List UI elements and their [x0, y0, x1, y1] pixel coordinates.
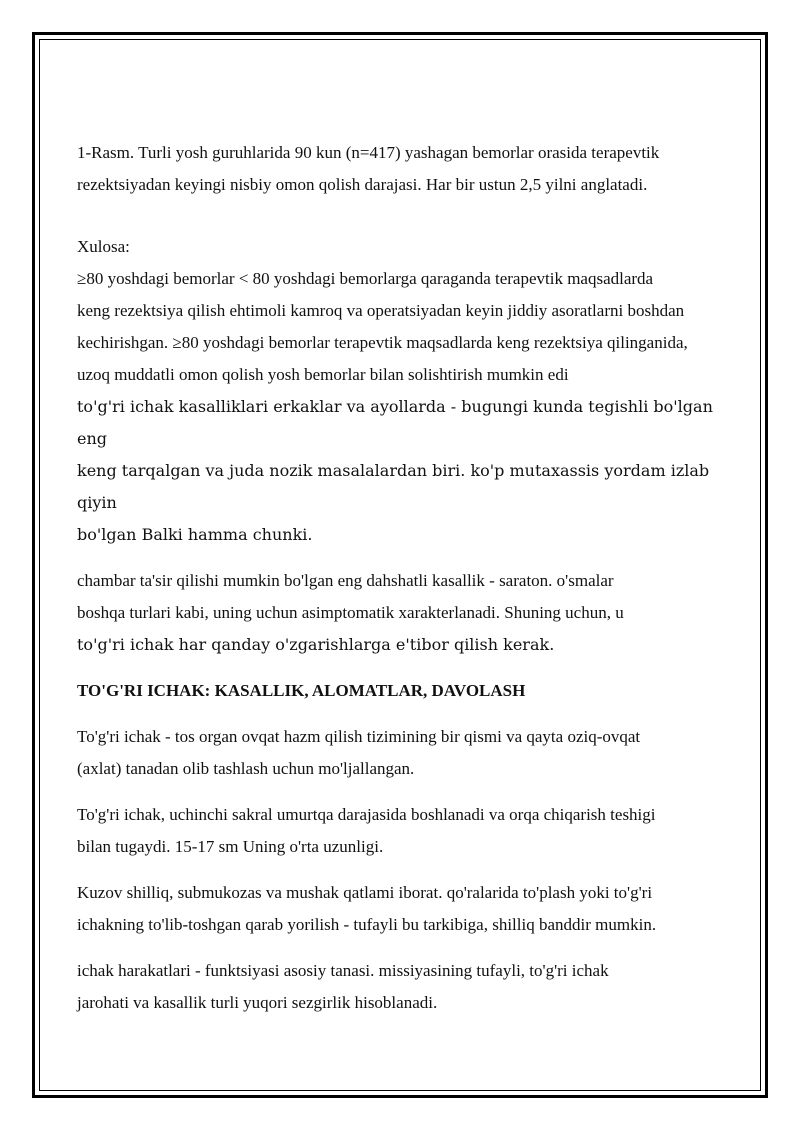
conclusion-line: kechirishgan. ≥80 yoshdagi bemorlar terapevtik maqsadlarda keng rezektsiya qilinganida, — [77, 333, 688, 352]
conclusion-section — [77, 231, 727, 551]
paragraph-line: To'g'ri ichak, uchinchi sakral umurtqa darajasida boshlanadi va orqa chiqarish teshigi — [77, 805, 656, 824]
paragraph-line: to'g'ri ichak har qanday o'zgarishlarga e'tibor qilish kerak. — [77, 635, 555, 654]
conclusion-title: Xulosa: — [77, 237, 130, 256]
paragraph-line: jarohati va kasallik turli yuqori sezgirlik hisoblanadi. — [77, 993, 438, 1012]
paragraph-line: chambar ta'sir qilishi mumkin bo'lgan eng dahshatli kasallik - saraton. o'smalar — [77, 571, 614, 590]
caption-line: 1-Rasm. Turli yosh guruhlarida 90 kun (n=417) yashagan bemorlar orasida terapevtik — [77, 143, 660, 162]
paragraph-4 — [77, 955, 727, 1019]
paragraph-3 — [77, 877, 727, 941]
cancer-paragraph — [77, 565, 727, 661]
figure-caption — [77, 137, 727, 201]
caption-line: rezektsiyadan keyingi nisbiy omon qolish darajasi. Har bir ustun 2,5 yilni anglatadi. — [77, 175, 648, 194]
paragraph-1 — [77, 721, 727, 785]
document-body — [77, 137, 727, 1019]
conclusion-line: bo'lgan Balki hamma chunki. — [77, 525, 313, 544]
paragraph-line: ichak harakatlari - funktsiyasi asosiy tanasi. missiyasining tufayli, to'g'ri ichak — [77, 961, 609, 980]
conclusion-line: keng tarqalgan va juda nozik masalalardan biri. ko'p mutaxassis yordam izlab qiyin — [77, 461, 710, 512]
paragraph-line: Kuzov shilliq, submukozas va mushak qatlami iborat. qo'ralarida to'plash yoki to'g'ri — [77, 883, 653, 902]
conclusion-line: to'g'ri ichak kasalliklari erkaklar va ayollarda - bugungi kunda tegishli bo'lgan eng — [77, 397, 713, 448]
conclusion-line: ≥80 yoshdagi bemorlar < 80 yoshdagi bemorlarga qaraganda terapevtik maqsadlarda — [77, 269, 654, 288]
paragraph-line: boshqa turlari kabi, uning uchun asimptomatik xarakterlanadi. Shuning uchun, u — [77, 603, 624, 622]
conclusion-line: keng rezektsiya qilish ehtimoli kamroq va operatsiyadan keyin jiddiy asoratlarni boshdan — [77, 301, 685, 320]
paragraph-line: To'g'ri ichak - tos organ ovqat hazm qilish tizimining bir qismi va qayta oziq-ovqat — [77, 727, 641, 746]
conclusion-line: uzoq muddatli omon qolish yosh bemorlar bilan solishtirish mumkin edi — [77, 365, 569, 384]
paragraph-line: bilan tugaydi. 15-17 sm Uning o'rta uzunligi. — [77, 837, 384, 856]
paragraph-line: ichakning to'lib-toshgan qarab yorilish - tufayli bu tarkibiga, shilliq banddir mumkin. — [77, 915, 657, 934]
paragraph-2 — [77, 799, 727, 863]
paragraph-line: (axlat) tanadan olib tashlash uchun mo'ljallangan. — [77, 759, 415, 778]
section-heading: TO'G'RI ICHAK: KASALLIK, ALOMATLAR, DAVOLASH — [77, 681, 526, 700]
